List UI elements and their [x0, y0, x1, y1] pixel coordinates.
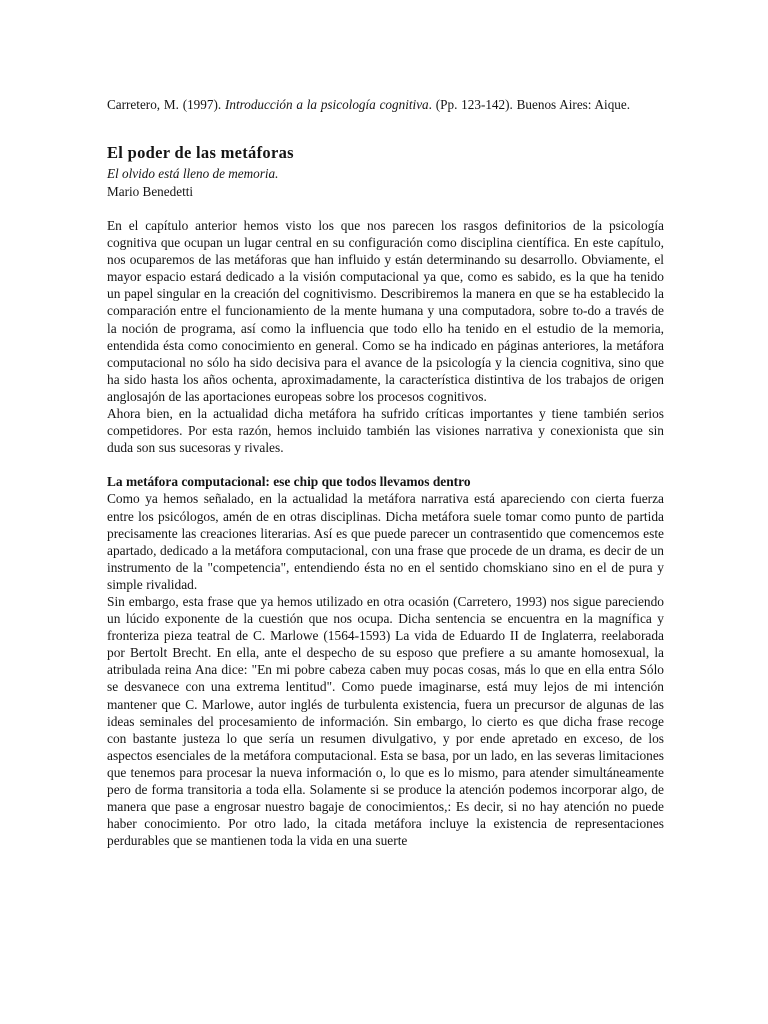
section-spacer	[107, 456, 664, 473]
source-citation	[107, 96, 664, 113]
citation-prefix: Carretero, M. (1997).	[107, 97, 225, 112]
page-title: El poder de las metáforas	[107, 143, 294, 162]
body-paragraph-2: Ahora bien, en la actualidad dicha metáfora ha sufrido críticas importantes y tiene también serios competidores. Por esta razón, hemos incluido también las visiones narrativa y conexionista que sin duda son sus sucesoras y rivales.	[107, 406, 664, 456]
section-paragraph-1: Como ya hemos señalado, en la actualidad la metáfora narrativa está apareciendo con cierta fuerza entre los psicólogos, amén de en otras disciplinas. Dicha metáfora suele tomar como punto de partida precisamente las creaciones literarias. Así es que puede parecer un contrasentido que comencemos este apartado, dedicado a la metáfora computacional, con una frase que procede de un drama, es decir de un instrumento de la "competencia", entendiendo ésta no en el sentido chomskiano sino en el de pura y simple rivalidad.	[107, 491, 664, 592]
epigraph-author: Mario Benedetti	[107, 184, 194, 199]
section-paragraph-2: Sin embargo, esta frase que ya hemos utilizado en otra ocasión (Carretero, 1993) nos sigue pareciendo un lúcido exponente de la cuestión que nos ocupa. Dicha sentencia se encuentra en la magnífica y fronteriza pieza teatral de C. Marlowe (1564-1593) La vida de Eduardo II de Inglaterra, reelaborada por Bertolt Brecht. En ella, ante el despecho de su esposo que prefiere a su amante homosexual, la atribulada reina Ana dice: "En mi pobre cabeza caben muy pocas cosas, más lo que en ella entra Sólo se desvanece con una extrema lentitud". Como puede imaginarse, está muy lejos de mi intención mantener que C. Marlowe, autor inglés de turbulenta existencia, fuera un precursor de algunas de las ideas seminales del procesamiento de información. Sin embargo, lo cierto es que dicha frase recoge con bastante justeza lo que sería un resumen divulgativo, y por ende apretado en exceso, de los aspectos esenciales de la metáfora computacional. Esta se basa, por un lado, en las severas limitaciones que tenemos para procesar la nueva información o, lo que es lo mismo, para atender simultáneamente pero de forma transitoria a toda ella. Solamente si se produce la atención podemos incorporar algo, de manera que pase a engrosar nuestro bagaje de conocimientos,: Es decir, si no hay atención no puede haber conocimiento. Por otro lado, la citada metáfora incluye la existencia de representaciones perdurables que se mantienen toda la vida en una suerte	[107, 593, 664, 849]
citation-work-title: Introducción a la psicología cognitiva	[224, 97, 429, 112]
citation-suffix: . (Pp. 123-142). Buenos Aires: Aique.	[428, 97, 631, 112]
section-heading: La metáfora computacional: ese chip que todos llevamos dentro	[107, 474, 471, 490]
document-content	[107, 96, 664, 849]
body-paragraph-1: En el capítulo anterior hemos visto los que nos parecen los rasgos definitorios de la psicología cognitiva que ocupan un lugar central en su configuración como disciplina científica. En este capítulo, nos ocuparemos de las metáforas que han influido y están determinando su desarrollo. Obviamente, el mayor espacio estará dedicado a la visión computacional ya que, como es sabido, es la que ha tenido un papel singular en la creación del cognitivismo. Describiremos la manera en que se ha establecido la comparación entre el funcionamiento de la mente humana y una computadora, sobre to-do a través de la noción de programa, así como la influencia que todo ello ha tenido en el estudio de la memoria, entendida ésta como conocimiento en general. Como se ha indicado en páginas anteriores, la metáfora computacional no sólo ha sido decisiva para el avance de la psicología y la ciencia cognitiva, sino que ha sido hasta los años ochenta, aproximadamente, la característica distintiva de los trabajos de origen anglosajón de las aportaciones europeas sobre los procesos cognitivos.	[107, 218, 664, 404]
epigraph: El olvido está lleno de memoria.	[107, 166, 279, 181]
